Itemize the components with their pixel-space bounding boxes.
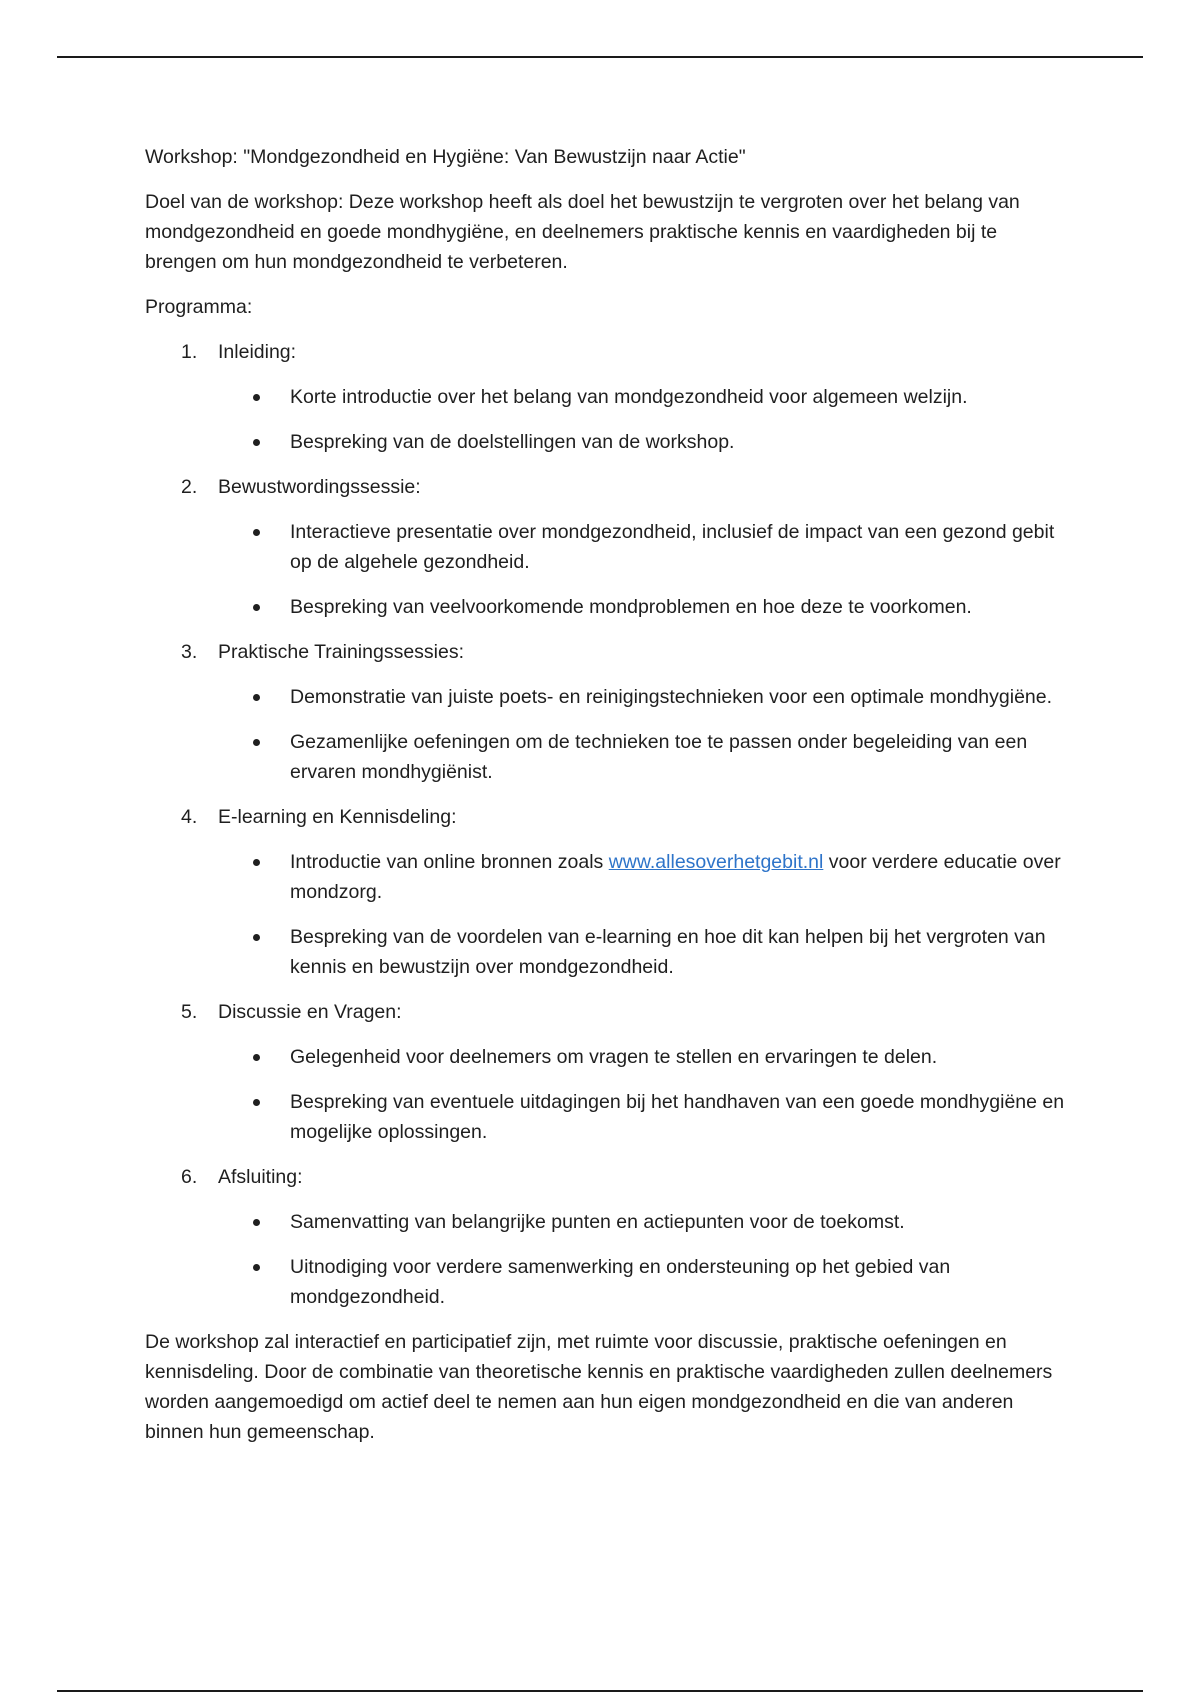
list-item [145, 1252, 1065, 1312]
program-item-2 [145, 472, 1065, 502]
program-item-5-bullets [145, 1042, 1065, 1147]
list-item-text: Samenvatting van belangrijke punten en actiepunten voor de toekomst. [290, 1211, 905, 1233]
list-item [145, 517, 1065, 577]
bullet-icon [253, 1099, 260, 1106]
program-item-heading: Praktische Trainingssessies: [218, 641, 465, 663]
program-item-3-bullets [145, 682, 1065, 787]
list-item-text: Gelegenheid voor deelnemers om vragen te stellen en ervaringen te delen. [290, 1046, 938, 1068]
program-label: Programma: [145, 296, 253, 318]
goal-paragraph: Doel van de workshop: Deze workshop heeft als doel het bewustzijn te vergroten over het belang van mondgezondheid en goede mondhygiëne, en deelnemers praktische kennis en vaardigheden bij te brengen om hun mondgezondheid te verbeteren. [145, 191, 1020, 273]
program-item-number: 4. [181, 806, 198, 828]
list-item [145, 682, 1065, 712]
program-item-number: 6. [181, 1166, 198, 1188]
bullet-icon [253, 694, 260, 701]
bullet-icon [253, 1054, 260, 1061]
program-item-5 [145, 997, 1065, 1027]
list-item [145, 592, 1065, 622]
list-item [145, 847, 1065, 907]
bullet-icon [253, 529, 260, 536]
list-item-text: Bespreking van eventuele uitdagingen bij het handhaven van een goede mondhygiëne en mogelijke oplossingen. [290, 1091, 1065, 1143]
list-item-text-before-link: Introductie van online bronnen zoals [290, 851, 609, 873]
bullet-icon [253, 439, 260, 446]
program-item-4-bullets [145, 847, 1065, 982]
header-rule [57, 56, 1143, 58]
list-item [145, 922, 1065, 982]
program-item-heading: Afsluiting: [218, 1166, 303, 1188]
program-item-heading: Inleiding: [218, 341, 297, 363]
list-item-text: Interactieve presentatie over mondgezondheid, inclusief de impact van een gezond gebit op de algehele gezondheid. [290, 521, 1055, 573]
footer-rule [57, 1690, 1143, 1692]
list-item [145, 727, 1065, 787]
list-item [145, 1042, 1065, 1072]
list-item [145, 427, 1065, 457]
program-item-4 [145, 802, 1065, 832]
list-item-text: Bespreking van de voordelen van e-learning en hoe dit kan helpen bij het vergroten van kennis en bewustzijn over mondgezondheid. [290, 926, 1046, 978]
program-item-heading: E-learning en Kennisdeling: [218, 806, 457, 828]
program-item-6-bullets [145, 1207, 1065, 1312]
document-title: Workshop: "Mondgezondheid en Hygiëne: Van Bewustzijn naar Actie" [145, 146, 746, 168]
list-item [145, 382, 1065, 412]
program-item-2-bullets [145, 517, 1065, 622]
program-item-1-bullets [145, 382, 1065, 457]
bullet-icon [253, 1264, 260, 1271]
bullet-icon [253, 394, 260, 401]
list-item [145, 1207, 1065, 1237]
list-item [145, 1087, 1065, 1147]
list-item-text: Uitnodiging voor verdere samenwerking en ondersteuning op het gebied van mondgezondheid. [290, 1256, 951, 1308]
program-item-number: 2. [181, 476, 198, 498]
bullet-icon [253, 1219, 260, 1226]
bullet-icon [253, 934, 260, 941]
bullet-icon [253, 739, 260, 746]
program-item-number: 3. [181, 641, 198, 663]
bullet-icon [253, 859, 260, 866]
program-item-number: 1. [181, 341, 198, 363]
list-item-text: Gezamenlijke oefeningen om de technieken toe te passen onder begeleiding van een ervaren mondhygiënist. [290, 731, 1028, 783]
bullet-icon [253, 604, 260, 611]
list-item-text: Korte introductie over het belang van mondgezondheid voor algemeen welzijn. [290, 386, 968, 408]
list-item-text: Bespreking van veelvoorkomende mondproblemen en hoe deze te voorkomen. [290, 596, 972, 618]
closing-paragraph: De workshop zal interactief en participatief zijn, met ruimte voor discussie, praktische oefeningen en kennisdeling. Door de combinatie van theoretische kennis en praktische vaardigheden zullen deelnemers worden aangemoedigd om actief deel te nemen aan hun eigen mondgezondheid en die van anderen binnen hun gemeenschap. [145, 1331, 1053, 1443]
program-item-number: 5. [181, 1001, 198, 1023]
program-item-heading: Discussie en Vragen: [218, 1001, 402, 1023]
program-item-1 [145, 337, 1065, 367]
resource-link[interactable]: www.allesoverhetgebit.nl [608, 851, 824, 873]
program-item-heading: Bewustwordingssessie: [218, 476, 421, 498]
document-body [145, 142, 1065, 1462]
list-item-text: Demonstratie van juiste poets- en reinigingstechnieken voor een optimale mondhygiëne. [290, 686, 1053, 708]
list-item-text-after-link: voor verdere educatie over mondzorg. [290, 851, 1061, 903]
program-item-6 [145, 1162, 1065, 1192]
list-item-text: Bespreking van de doelstellingen van de workshop. [290, 431, 735, 453]
program-item-3 [145, 637, 1065, 667]
